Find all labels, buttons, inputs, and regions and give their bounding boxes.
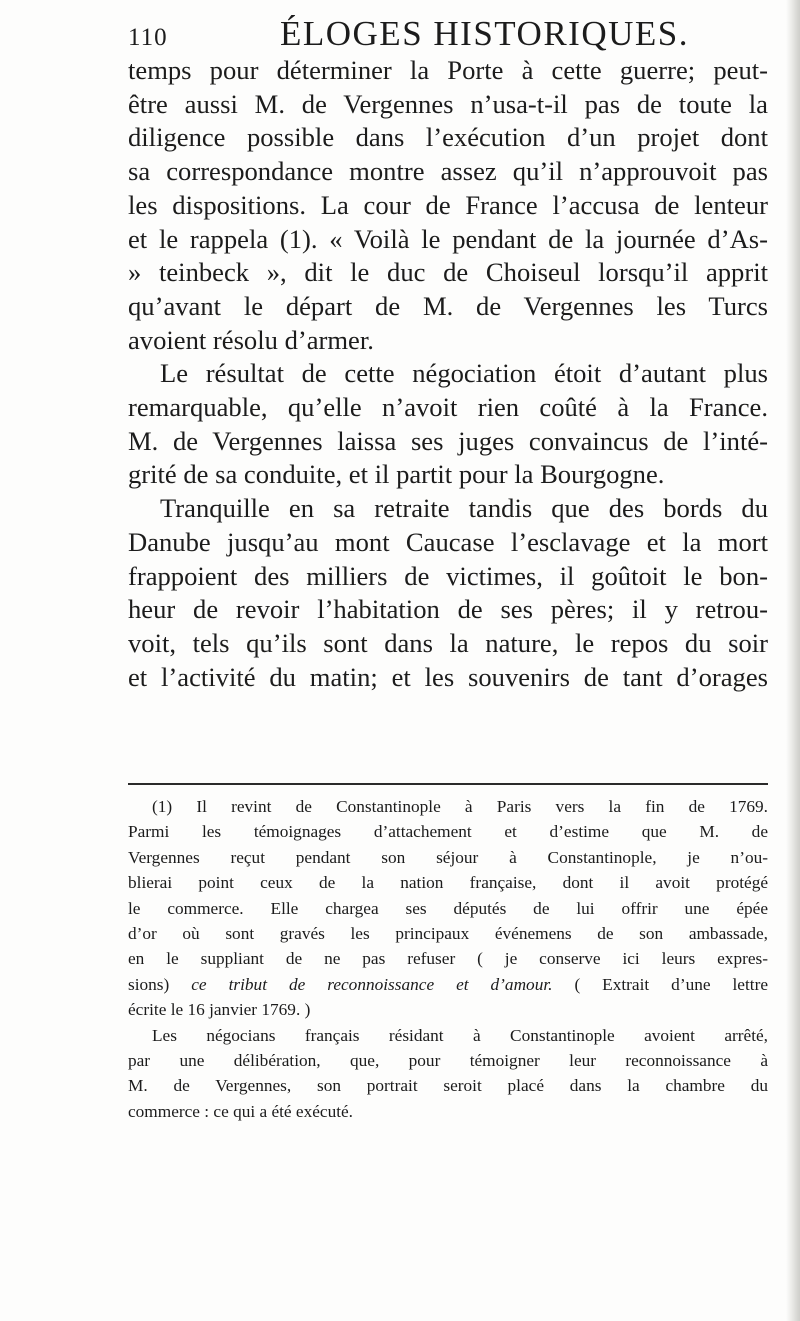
body-line: et le rappela (1). « Voilà le pendant de la journée d’As- — [128, 223, 768, 254]
footnote-line: en le suppliant de ne pas refuser ( je conserve ici leurs expres- — [128, 949, 768, 969]
body-line: diligence possible dans l’exécution d’un projet dont — [128, 122, 768, 153]
footnote-line: le commerce. Elle chargea ses députés de lui offrir une épée — [128, 898, 768, 918]
body-line: Le résultat de cette négociation étoit d’autant plus — [160, 358, 768, 389]
body-line: voit, tels qu’ils sont dans la nature, le repos du soir — [128, 627, 768, 658]
body-line: heur de revoir l’habitation de ses pères; il y retrou- — [128, 594, 768, 625]
body-text — [128, 54, 768, 694]
footnote-line: blierai point ceux de la nation française, dont il avoit protégé — [128, 873, 768, 893]
body-line: les dispositions. La cour de France l’accusa de lenteur — [128, 189, 768, 220]
body-line: sa correspondance montre assez qu’il n’approuvoit pas — [128, 156, 768, 187]
footnote-italic-phrase: ce tribut de reconnoissance et d’amour. — [191, 974, 553, 994]
footnote-line: (1) Il revint de Constantinople à Paris vers la fin de 1769. — [152, 797, 768, 816]
body-line: » teinbeck », dit le duc de Choiseul lorsqu’il apprit — [128, 257, 768, 288]
footnote-line: écrite le 16 janvier 1769. ) — [128, 1000, 311, 1020]
footnote-text: sions) — [128, 974, 192, 994]
body-line: qu’avant le départ de M. de Vergennes les Turcs — [128, 290, 768, 321]
body-line: être aussi M. de Vergennes n’usa-t-il pas de toute la — [128, 88, 768, 119]
footnote-line: M. de Vergennes, son portrait seroit placé dans la chambre du — [128, 1076, 768, 1096]
footnote-line: par une délibération, que, pour témoigner leur reconnoissance à — [128, 1051, 768, 1071]
footnote-line: Parmi les témoignages d’attachement et d’estime que M. de — [128, 822, 768, 842]
body-line: M. de Vergennes laissa ses juges convaincus de l’inté- — [128, 425, 768, 456]
body-line: avoient résolu d’armer. — [128, 324, 374, 355]
running-head — [128, 14, 688, 54]
body-line: Tranquille en sa retraite tandis que des bords du — [160, 493, 768, 524]
body-line: frappoient des milliers de victimes, il goûtoit le bon- — [128, 560, 768, 591]
footnote-text: ( Extrait d’une lettre — [552, 974, 768, 994]
body-line: Danube jusqu’au mont Caucase l’esclavage et la mort — [128, 526, 768, 557]
body-line: et l’activité du matin; et les souvenirs de tant d’orages — [128, 661, 768, 692]
footnote — [128, 794, 768, 1124]
page-number: 110 — [128, 24, 168, 51]
body-line: temps pour déterminer la Porte à cette guerre; peut- — [128, 55, 768, 85]
body-line: remarquable, qu’elle n’avoit rien coûté à la France. — [128, 392, 768, 423]
footnote-rule — [128, 783, 768, 785]
body-line: grité de sa conduite, et il partit pour la Bourgogne. — [128, 459, 665, 490]
running-title: ÉLOGES HISTORIQUES. — [280, 14, 689, 53]
page-edge-shadow — [786, 0, 800, 1321]
footnote-line: d’or où sont gravés les principaux événemens de son ambassade, — [128, 924, 768, 944]
footnote-line-mixed — [128, 972, 768, 997]
footnote-line: Les négocians français résidant à Constantinople avoient arrêté, — [152, 1025, 768, 1045]
footnote-line: Vergennes reçut pendant son séjour à Constantinople, je n’ou- — [128, 847, 768, 867]
footnote-line: commerce : ce qui a été exécuté. — [128, 1101, 354, 1121]
